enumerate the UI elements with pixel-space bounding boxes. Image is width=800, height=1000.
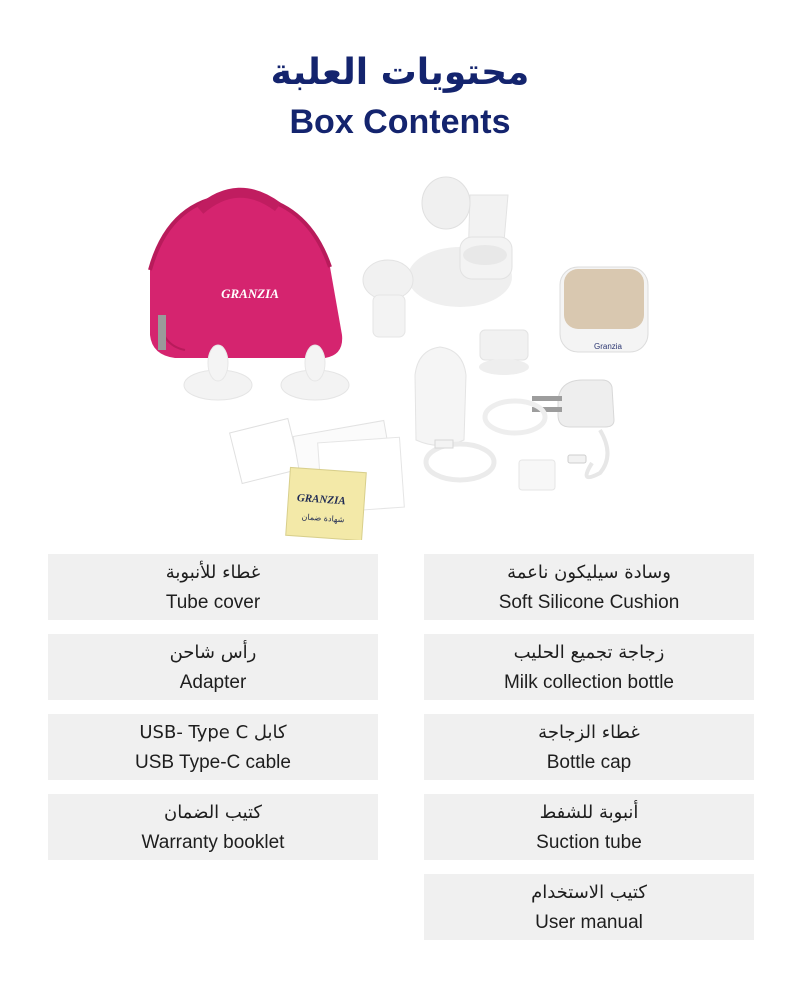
content-item-arabic: كابل USB- Type C <box>139 722 287 743</box>
content-item-arabic: رأس شاحن <box>169 642 257 663</box>
content-item-bottle-cap <box>424 714 754 780</box>
content-item-english: Bottle cap <box>546 752 632 773</box>
page-title-english: Box Contents <box>289 103 511 141</box>
breast-pump-image <box>408 177 512 307</box>
bag-brand-logo: GRANZIA <box>221 286 279 301</box>
content-item-english: Tube cover <box>165 592 261 613</box>
content-item-arabic: كتيب الضمان <box>163 802 263 823</box>
documents-image <box>230 419 405 540</box>
breast-shield-image <box>363 260 413 337</box>
content-item-english: Milk collection bottle <box>503 672 675 693</box>
content-item-adapter <box>48 634 378 700</box>
booklet-brand-logo: GRANZIA <box>296 491 347 508</box>
content-item-silicone-cushion <box>424 554 754 620</box>
content-item-english: User manual <box>535 912 643 933</box>
usb-cable-image <box>568 430 608 477</box>
content-item-arabic: أنبوبة للشفط <box>539 802 639 823</box>
content-item-suction-tube <box>424 794 754 860</box>
content-item-arabic: غطاء الزجاجة <box>538 722 640 743</box>
content-item-tube-cover <box>48 554 378 620</box>
tube-cover-image <box>519 460 555 490</box>
content-item-english: Adapter <box>179 672 247 693</box>
valve-part-image <box>479 330 529 375</box>
carry-bag-image <box>150 193 342 358</box>
pump-controller-image <box>560 267 648 352</box>
content-item-arabic: وسادة سيليكون ناعمة <box>507 562 671 583</box>
content-item-english: Suction tube <box>536 832 642 853</box>
bottle-cap-image <box>415 347 466 446</box>
content-item-english: Warranty booklet <box>141 832 285 853</box>
content-item-user-manual <box>424 874 754 940</box>
booklet-title: شهادة ضمان <box>301 512 345 525</box>
content-item-milk-bottle <box>424 634 754 700</box>
content-item-warranty-booklet <box>48 794 378 860</box>
content-item-arabic: كتيب الاستخدام <box>531 882 647 903</box>
device-brand-label: Granzia <box>593 342 623 351</box>
content-item-english: Soft Silicone Cushion <box>498 592 680 613</box>
content-item-arabic: غطاء للأنبوبة <box>165 562 261 583</box>
content-item-usb-cable <box>48 714 378 780</box>
box-contents-photo <box>130 155 690 540</box>
content-item-english: USB Type-C cable <box>135 752 291 773</box>
page-title-arabic: محتويات العلبة <box>270 52 530 93</box>
content-item-arabic: زجاجة تجميع الحليب <box>513 642 665 663</box>
